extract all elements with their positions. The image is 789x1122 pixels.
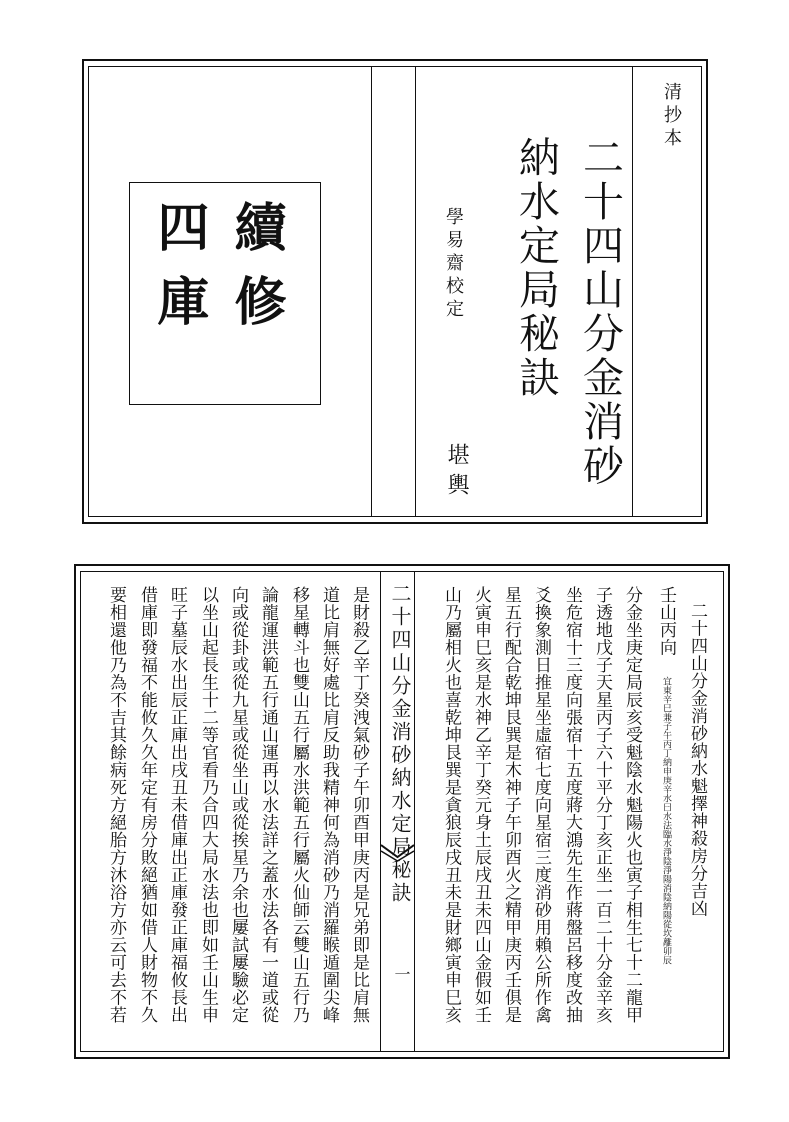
cover-rule-2 — [415, 66, 416, 517]
cover-rule-3 — [632, 66, 633, 517]
text-column-2-annotation: 宜東辛巳兼子午丙丁納申庚辛水曰水法臨水淨陰淨陽消陰納陽從坎離卯辰 — [661, 676, 671, 965]
center-title: 二十四山分金消砂納水定局秘訣 — [388, 583, 412, 905]
fishtail-ornament — [381, 844, 414, 862]
text-column-1: 二十四山分金消砂納水魁擇神殺房分吉凶 — [687, 602, 707, 917]
text-column-18: 要相還他乃為不吉其餘病死方絕胎方沐浴方亦云可去不若 — [106, 586, 126, 1024]
text-column-17: 借庫即發福不能攸久久年定有房分敗絕猶如借人財物不久 — [137, 586, 157, 1024]
cover-rule-1 — [371, 66, 372, 517]
text-column-10: 是財殺乙辛丁癸洩氣砂子午卯酉甲庚丙是兄弟即是比肩無 — [349, 586, 369, 1024]
text-column-12: 移星轉斗也雙山五行屬水洪範五行屬火仙師云雙山五行乃 — [289, 586, 309, 1024]
book-title-line-2: 納水定局秘訣 — [512, 136, 561, 400]
edition-label: 清抄本 — [661, 82, 682, 151]
proofreader-note: 學易齋校定 — [443, 207, 464, 322]
text-column-11: 道比肩無好處比肩反助我精神何為消砂乃消羅睺遁圍尖峰 — [319, 586, 339, 1024]
text-column-2 — [657, 586, 674, 965]
text-column-14: 向或從卦或從九星或從坐山或從挨星乃余也屢試屢驗必定 — [228, 586, 248, 1024]
text-column-13: 論龍運洪範五行通山運再以水法詳之蓋水法各有一道或從 — [258, 586, 278, 1024]
book-title-line-1: 二十四山分金消砂 — [576, 136, 625, 488]
text-column-9: 山乃屬相火也喜乾坤艮巽是貪狼辰戌丑未是財鄉寅申巳亥 — [441, 586, 461, 1024]
text-column-5: 坐危宿十三度向張宿十五度蔣大鴻先生作蔣盤呂移度改抽 — [562, 586, 582, 1024]
text-column-3: 分金坐庚定局辰亥受魁陰水魁陽火也寅子相生七十二龍甲 — [622, 586, 642, 1024]
center-rule-left — [380, 571, 381, 1052]
text-column-7: 星五行配合乾坤艮巽是木神子午卯酉火之精甲庚丙壬俱是 — [501, 586, 521, 1024]
text-column-4: 子透地戊子天星丙子六十平分丁亥正坐一百二十分金辛亥 — [592, 586, 612, 1024]
text-column-15: 以坐山起長生十二等官看乃合四大局水法也即如壬山生申 — [198, 586, 218, 1024]
category-label: 堪輿 — [444, 443, 469, 503]
page-number: 一 — [392, 966, 411, 982]
seal-text-2: 四庫 — [148, 200, 209, 348]
text-column-8: 火寅申巳亥是水神乙辛丁癸元身土辰戌丑未四山金假如壬 — [471, 586, 491, 1024]
text-column-16: 旺子墓辰水出辰正庫出戌丑未借庫出正庫發正庫福攸長出 — [167, 586, 187, 1024]
text-column-2-main: 壬山丙向 — [656, 586, 676, 656]
seal-text-1: 續修 — [225, 200, 286, 348]
text-column-6: 爻換象測日推星坐虛宿七度向星宿三度消砂用賴公所作禽 — [531, 586, 551, 1024]
